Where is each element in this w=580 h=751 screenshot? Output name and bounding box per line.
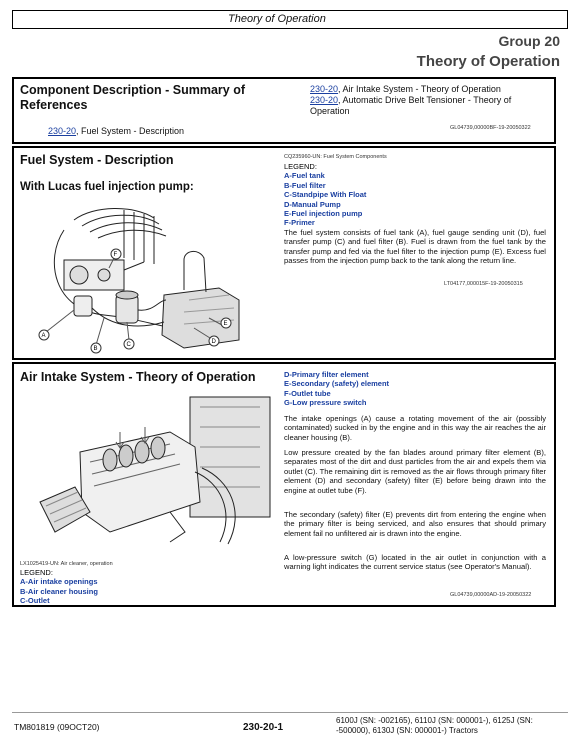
legend-item: E-Secondary (safety) element [284, 379, 390, 389]
link-text: , Air Intake System - Theory of Operation [338, 84, 501, 94]
legend-item: D-Primary filter element [284, 370, 369, 379]
air-cleaner-illustration [20, 392, 278, 560]
fuel-system-title: Fuel System - Description [20, 153, 174, 167]
air-paragraph-1: The intake openings (A) cause a rotating movement of the air (possibly contaminated) sucked in by the engine and in this way the air reaches the air cleaner housing (B). [284, 414, 546, 442]
legend-heading: LEGEND: [20, 568, 53, 577]
summary-link-fuel-system[interactable] [48, 126, 288, 137]
fuel-system-section [12, 146, 556, 360]
footer-manual-id: TM801819 (09OCT20) [14, 722, 100, 732]
reference-id: GL04739,00000BF-19-20050322 [450, 125, 531, 131]
fuel-reference-id: LT04177,000015F-19-20050315 [444, 281, 523, 287]
legend-item: C-Outlet [20, 596, 50, 606]
air-reference-id: GL04739,00000AD-19-20050322 [450, 592, 532, 598]
fuel-system-subtitle: With Lucas fuel injection pump: [20, 181, 194, 193]
air-figure-label: LX1025419-UN: Air cleaner, operation [20, 561, 113, 567]
callout-d: D [211, 339, 216, 345]
footer-page-number: 230-20-1 [243, 722, 284, 733]
legend-item: B-Air cleaner housing [20, 586, 98, 596]
air-intake-title: Air Intake System - Theory of Operation [20, 370, 256, 384]
legend-item: F-Outlet tube [284, 388, 331, 398]
air-legend-top [284, 370, 546, 408]
summary-title: Component Description - Summary of References [20, 83, 246, 112]
legend-item: A-Fuel tank [284, 171, 325, 181]
legend-heading: LEGEND: [284, 162, 317, 171]
air-intake-section [12, 362, 556, 607]
fuel-legend [284, 162, 544, 228]
callout-b: B [93, 346, 98, 352]
group-number: Group 20 [498, 33, 560, 49]
air-paragraph-3: The secondary (safety) filter (E) prevents dirt from entering the engine when the primary filter is being serviced, and also ensures that should primary element fail no unfiltered air is drawn into the engine. [284, 510, 546, 538]
callout-c: C [126, 342, 131, 348]
legend-item: E-Fuel injection pump [284, 209, 363, 219]
air-paragraph-4: A low-pressure switch (G) located in the air outlet in conjunction with a warning light indicates the current service status (see Operator's Manual). [284, 553, 546, 572]
link-text: , Automatic Drive Belt Tensioner - Theory of Operation [310, 95, 512, 116]
callout-f: F [113, 252, 118, 258]
link-code[interactable]: 230-20 [48, 126, 77, 136]
legend-item: G-Low pressure switch [284, 398, 367, 408]
legend-item: C-Standpipe With Float [284, 190, 367, 200]
running-header-title: Theory of Operation [228, 13, 326, 25]
link-text: , Fuel System - Description [76, 126, 185, 136]
fuel-system-illustration [34, 200, 264, 355]
link-code[interactable]: 230-20 [310, 95, 339, 105]
callout-e: E [223, 321, 228, 327]
footer-models: 6100J (SN: -002165), 6110J (SN: 000001-), 6125J (SN: -500000), 6130J (SN: 000001-) Tractors [336, 716, 533, 735]
group-title: Theory of Operation [416, 53, 560, 70]
fuel-figure-label: CQ235960-UN: Fuel System Components [284, 154, 387, 160]
fuel-paragraph: The fuel system consists of fuel tank (A), fuel gauge sending unit (D), fuel transfer pump (C) and fuel filter (B). Fuel is drawn from the fuel tank by the transfer pump and fed via the fuel filter to the injection pump (E). Excess fuel passes from the injection pump back to the tank along the return line. [284, 228, 546, 266]
air-paragraph-2: Low pressure created by the fan blades around primary filter element (B), separates most of the dirt and dust particles from the air and expels them via outlet (C). The remaining dirt is removed as the air flows through primary filter element (D) and secondary (safety) filter (E) before being drawn into the engine at outlet tube (F). [284, 448, 546, 495]
legend-item: B-Fuel filter [284, 180, 326, 190]
callout-a: A [41, 333, 46, 339]
legend-item: D-Manual Pump [284, 199, 341, 209]
link-code[interactable]: 230-20 [310, 84, 339, 94]
legend-item: A-Air intake openings [20, 577, 98, 587]
legend-item: F-Primer [284, 218, 315, 228]
air-legend-bottom [20, 568, 220, 606]
summary-link-air-intake[interactable] [310, 84, 550, 95]
footer-rule [12, 712, 568, 713]
summary-link-belt-tensioner[interactable] [310, 95, 550, 117]
running-header [12, 10, 568, 29]
summary-section [12, 77, 556, 144]
